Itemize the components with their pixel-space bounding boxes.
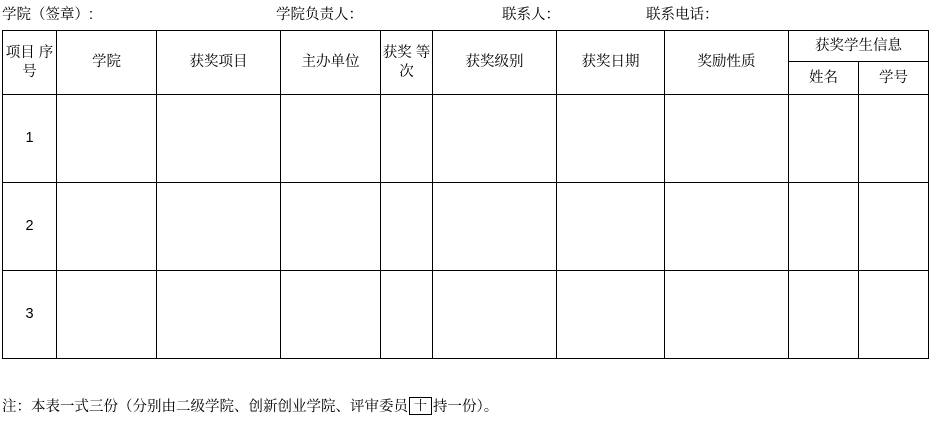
cell-award-project[interactable] [157, 95, 281, 183]
column-header-award-date: 获奖日期 [557, 31, 665, 95]
column-header-index-line1: 项目 [5, 45, 35, 62]
cell-index: 2 [3, 183, 57, 271]
cell-college[interactable] [57, 95, 157, 183]
table-header-row-top [3, 31, 929, 62]
cell-award-date[interactable] [557, 183, 665, 271]
cell-student-name[interactable] [789, 271, 859, 359]
cell-award-date[interactable] [557, 95, 665, 183]
cell-award-nature[interactable] [665, 271, 789, 359]
cell-student-id[interactable] [859, 271, 929, 359]
column-header-award-rank-line1: 获奖 [382, 45, 412, 62]
table-row[interactable] [3, 95, 929, 183]
column-header-index-line2: 序号 [22, 45, 54, 80]
cell-award-level[interactable] [433, 271, 557, 359]
column-header-award-nature: 奖励性质 [665, 31, 789, 95]
cell-award-date[interactable] [557, 271, 665, 359]
cell-host-unit[interactable] [281, 271, 381, 359]
column-header-host-unit: 主办单位 [281, 31, 381, 95]
footer-note-part1: 注：本表一式三份（分别由二级学院、创新创业学院、评审委员 [2, 399, 408, 415]
column-header-index [3, 31, 57, 95]
award-table [2, 30, 929, 359]
cell-award-project[interactable] [157, 183, 281, 271]
column-header-college: 学院 [57, 31, 157, 95]
cell-award-rank[interactable] [381, 271, 433, 359]
column-header-student-id: 学号 [859, 62, 929, 95]
table-body [3, 95, 929, 359]
cell-index: 3 [3, 271, 57, 359]
column-header-award-project: 获奖项目 [157, 31, 281, 95]
table-row[interactable] [3, 183, 929, 271]
footer-note-part2: 持一份）。 [433, 399, 499, 415]
column-header-student-info: 获奖学生信息 [789, 31, 929, 62]
footer-note-boxed-mark: 十 [409, 397, 432, 415]
footer-note [2, 396, 498, 418]
cell-award-nature[interactable] [665, 183, 789, 271]
cell-award-level[interactable] [433, 183, 557, 271]
cell-college[interactable] [57, 271, 157, 359]
cell-award-rank[interactable] [381, 183, 433, 271]
cell-host-unit[interactable] [281, 95, 381, 183]
college-leader-label: 学院负责人： [276, 7, 363, 23]
college-signature-label: 学院（签章）: [2, 7, 94, 23]
cell-student-id[interactable] [859, 183, 929, 271]
column-header-award-rank-line2: 等次 [399, 45, 431, 80]
form-header [0, 4, 930, 26]
cell-student-id[interactable] [859, 95, 929, 183]
contact-person-label: 联系人： [502, 7, 560, 23]
cell-award-level[interactable] [433, 95, 557, 183]
cell-college[interactable] [57, 183, 157, 271]
cell-award-project[interactable] [157, 271, 281, 359]
contact-phone-label: 联系电话： [646, 7, 719, 23]
cell-index: 1 [3, 95, 57, 183]
cell-award-nature[interactable] [665, 95, 789, 183]
cell-student-name[interactable] [789, 183, 859, 271]
column-header-award-rank [381, 31, 433, 95]
cell-award-rank[interactable] [381, 95, 433, 183]
column-header-award-level: 获奖级别 [433, 31, 557, 95]
column-header-student-name: 姓名 [789, 62, 859, 95]
cell-student-name[interactable] [789, 95, 859, 183]
cell-host-unit[interactable] [281, 183, 381, 271]
table-row[interactable] [3, 271, 929, 359]
